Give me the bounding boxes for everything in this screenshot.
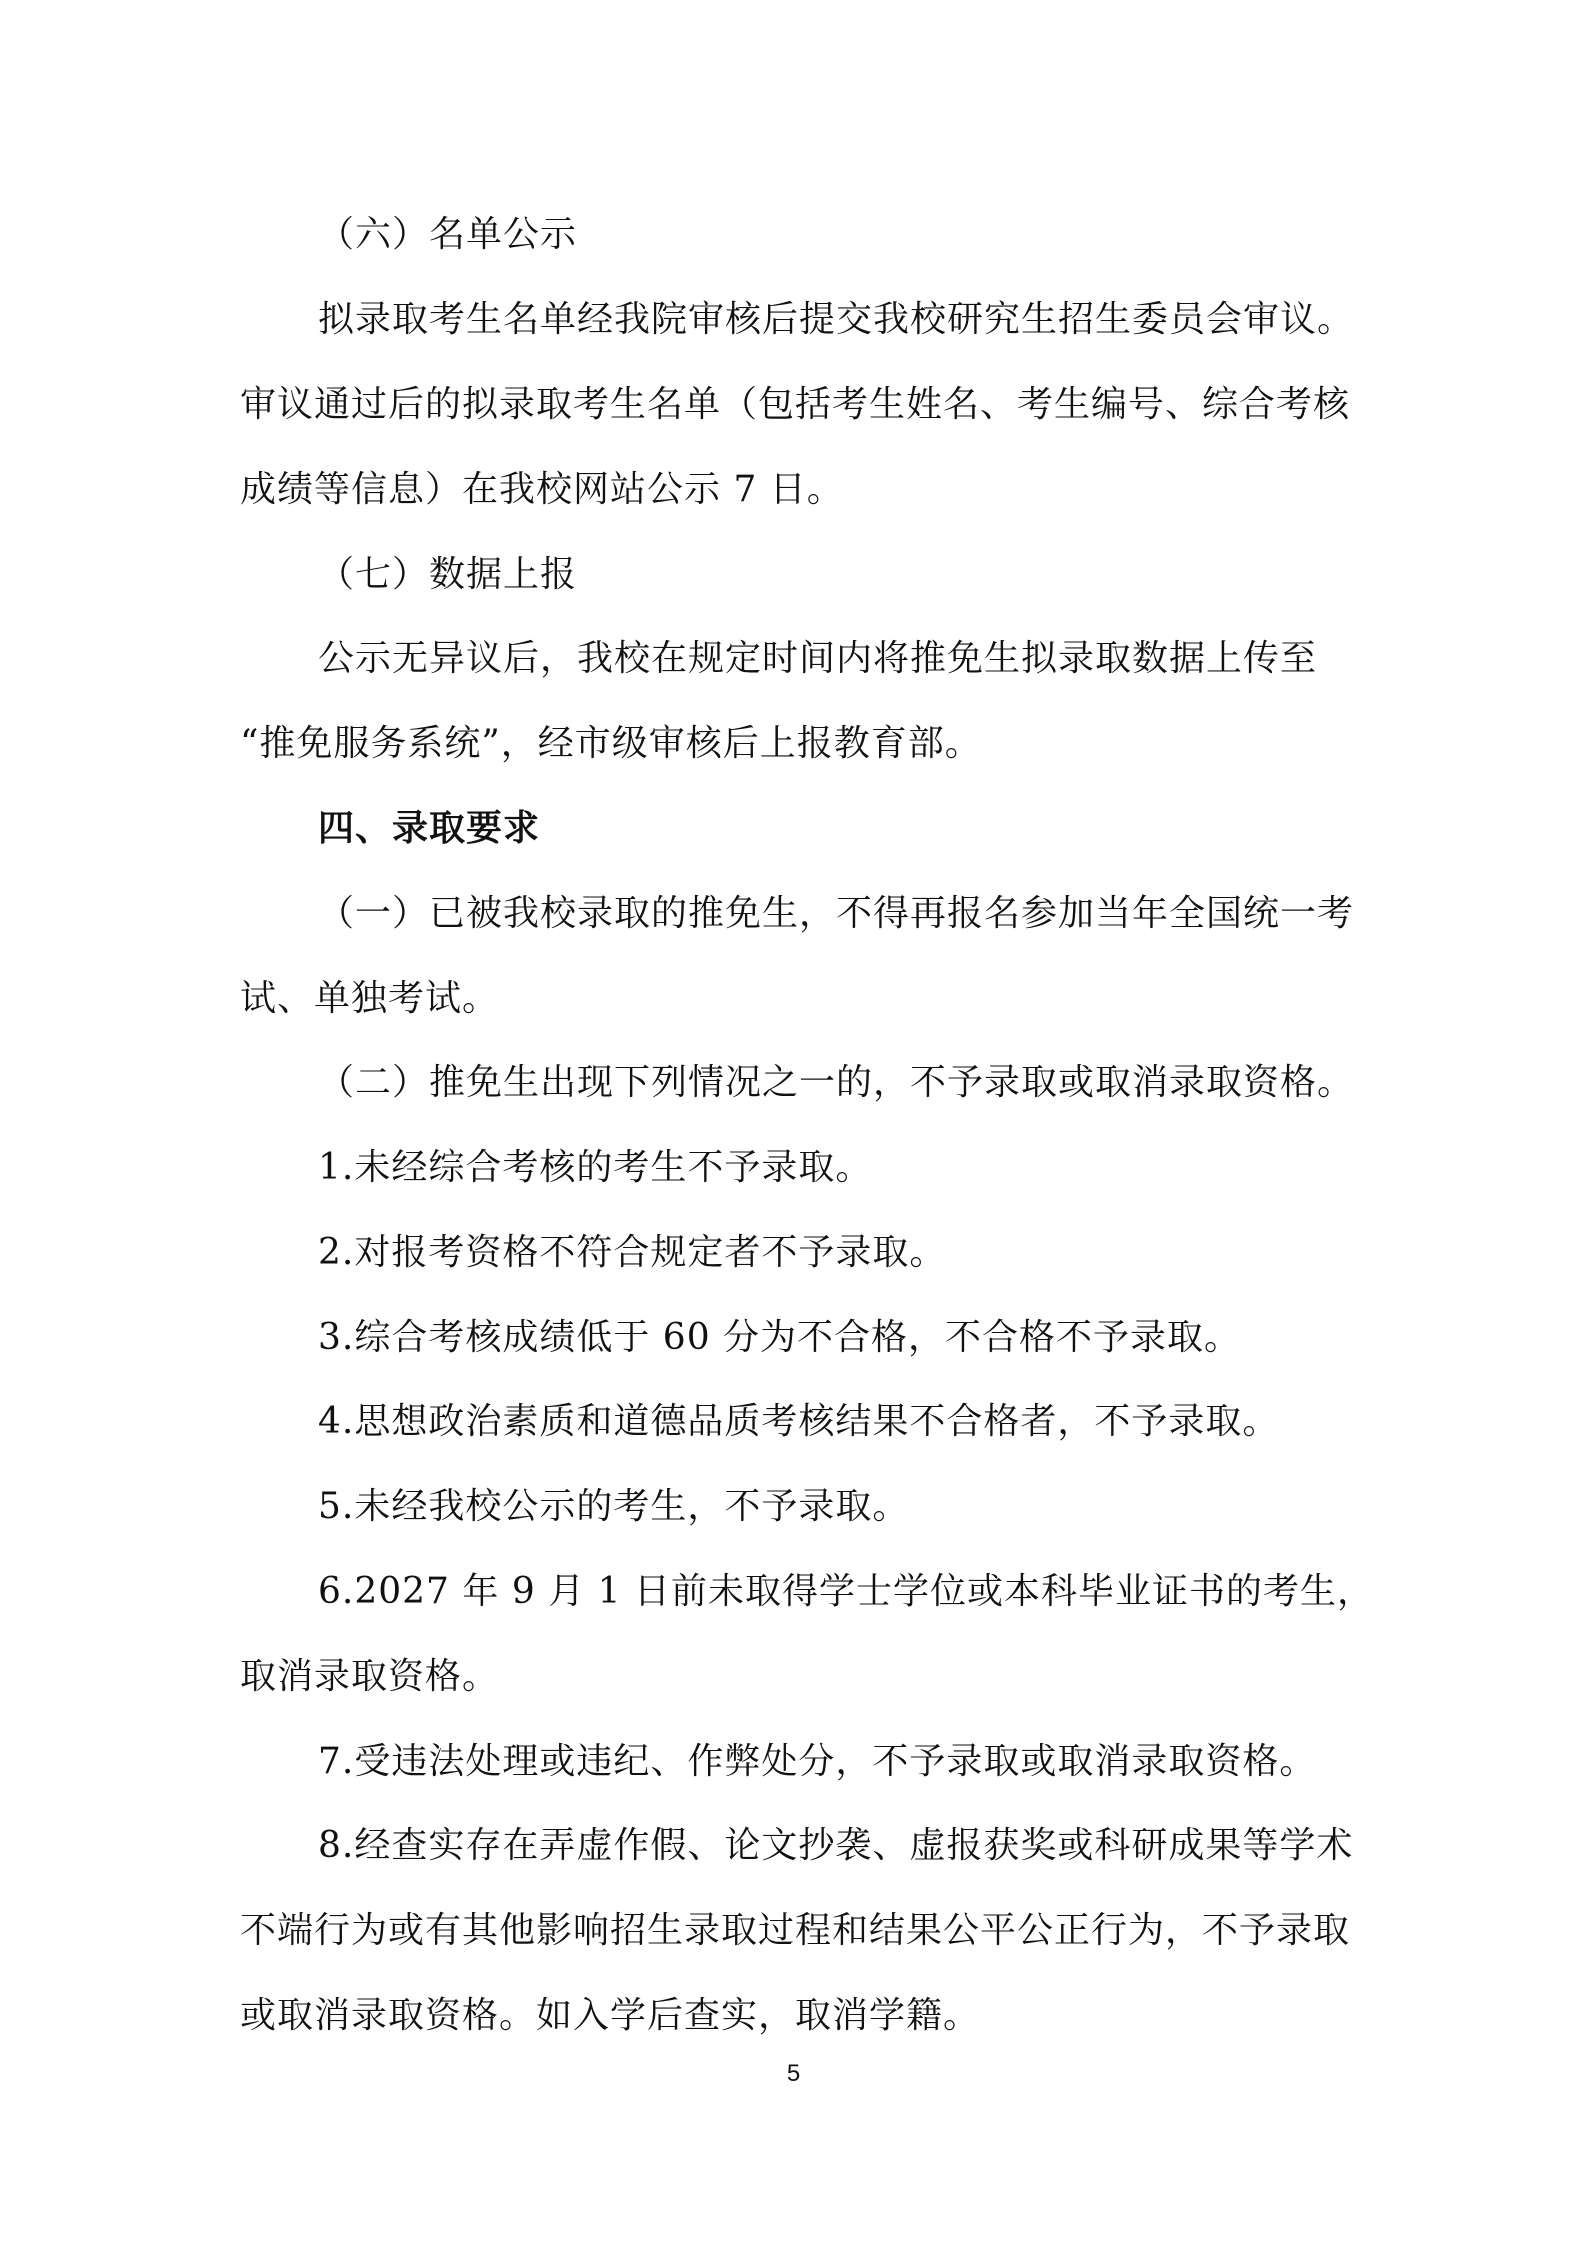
paragraph-line: 公示无异议后，我校在规定时间内将推免生拟录取数据上传至 — [318, 638, 1318, 679]
section-heading-data-report: （七）数据上报 — [318, 554, 578, 595]
rule-item: 8.经查实存在弄虚作假、论文抄袭、虚报获奖或科研成果等学术 — [318, 1825, 1354, 1866]
paragraph-line: （二）推免生出现下列情况之一的，不予录取或取消录取资格。 — [318, 1062, 1355, 1103]
rule-item: 6.2027 年 9 月 1 日前未取得学士学位或本科毕业证书的考生， — [318, 1571, 1374, 1612]
paragraph-line: “推免服务系统”，经市级审核后上报教育部。 — [240, 723, 982, 764]
rule-item: 7.受违法处理或违纪、作弊处分，不予录取或取消录取资格。 — [318, 1741, 1317, 1782]
paragraph-line: 拟录取考生名单经我院审核后提交我校研究生招生委员会审议。 — [318, 299, 1355, 340]
rule-item-continuation: 不端行为或有其他影响招生录取过程和结果公平公正行为，不予录取 — [240, 1910, 1351, 1951]
rule-item: 1.未经综合考核的考生不予录取。 — [318, 1147, 873, 1188]
paragraph-line: 审议通过后的拟录取考生名单（包括考生姓名、考生编号、综合考核 — [240, 384, 1351, 425]
rule-item: 2.对报考资格不符合规定者不予录取。 — [318, 1232, 947, 1273]
rule-item: 5.未经我校公示的考生，不予录取。 — [318, 1486, 910, 1527]
paragraph-line: 成绩等信息）在我校网站公示 7 日。 — [240, 469, 844, 510]
rule-item-continuation: 或取消录取资格。如入学后查实，取消学籍。 — [240, 1995, 981, 2036]
rule-item: 3.综合考核成绩低于 60 分为不合格，不合格不予录取。 — [318, 1317, 1242, 1358]
paragraph-line: （一）已被我校录取的推免生，不得再报名参加当年全国统一考 — [318, 893, 1355, 934]
rule-item-continuation: 取消录取资格。 — [240, 1656, 500, 1697]
page-number: 5 — [786, 2060, 801, 2087]
rule-item: 4.思想政治素质和道德品质考核结果不合格者，不予录取。 — [318, 1401, 1280, 1442]
paragraph-line: 试、单独考试。 — [240, 978, 500, 1019]
section-heading-list-publicity: （六）名单公示 — [318, 214, 578, 255]
chapter-heading-admission-requirements: 四、录取要求 — [318, 808, 541, 849]
